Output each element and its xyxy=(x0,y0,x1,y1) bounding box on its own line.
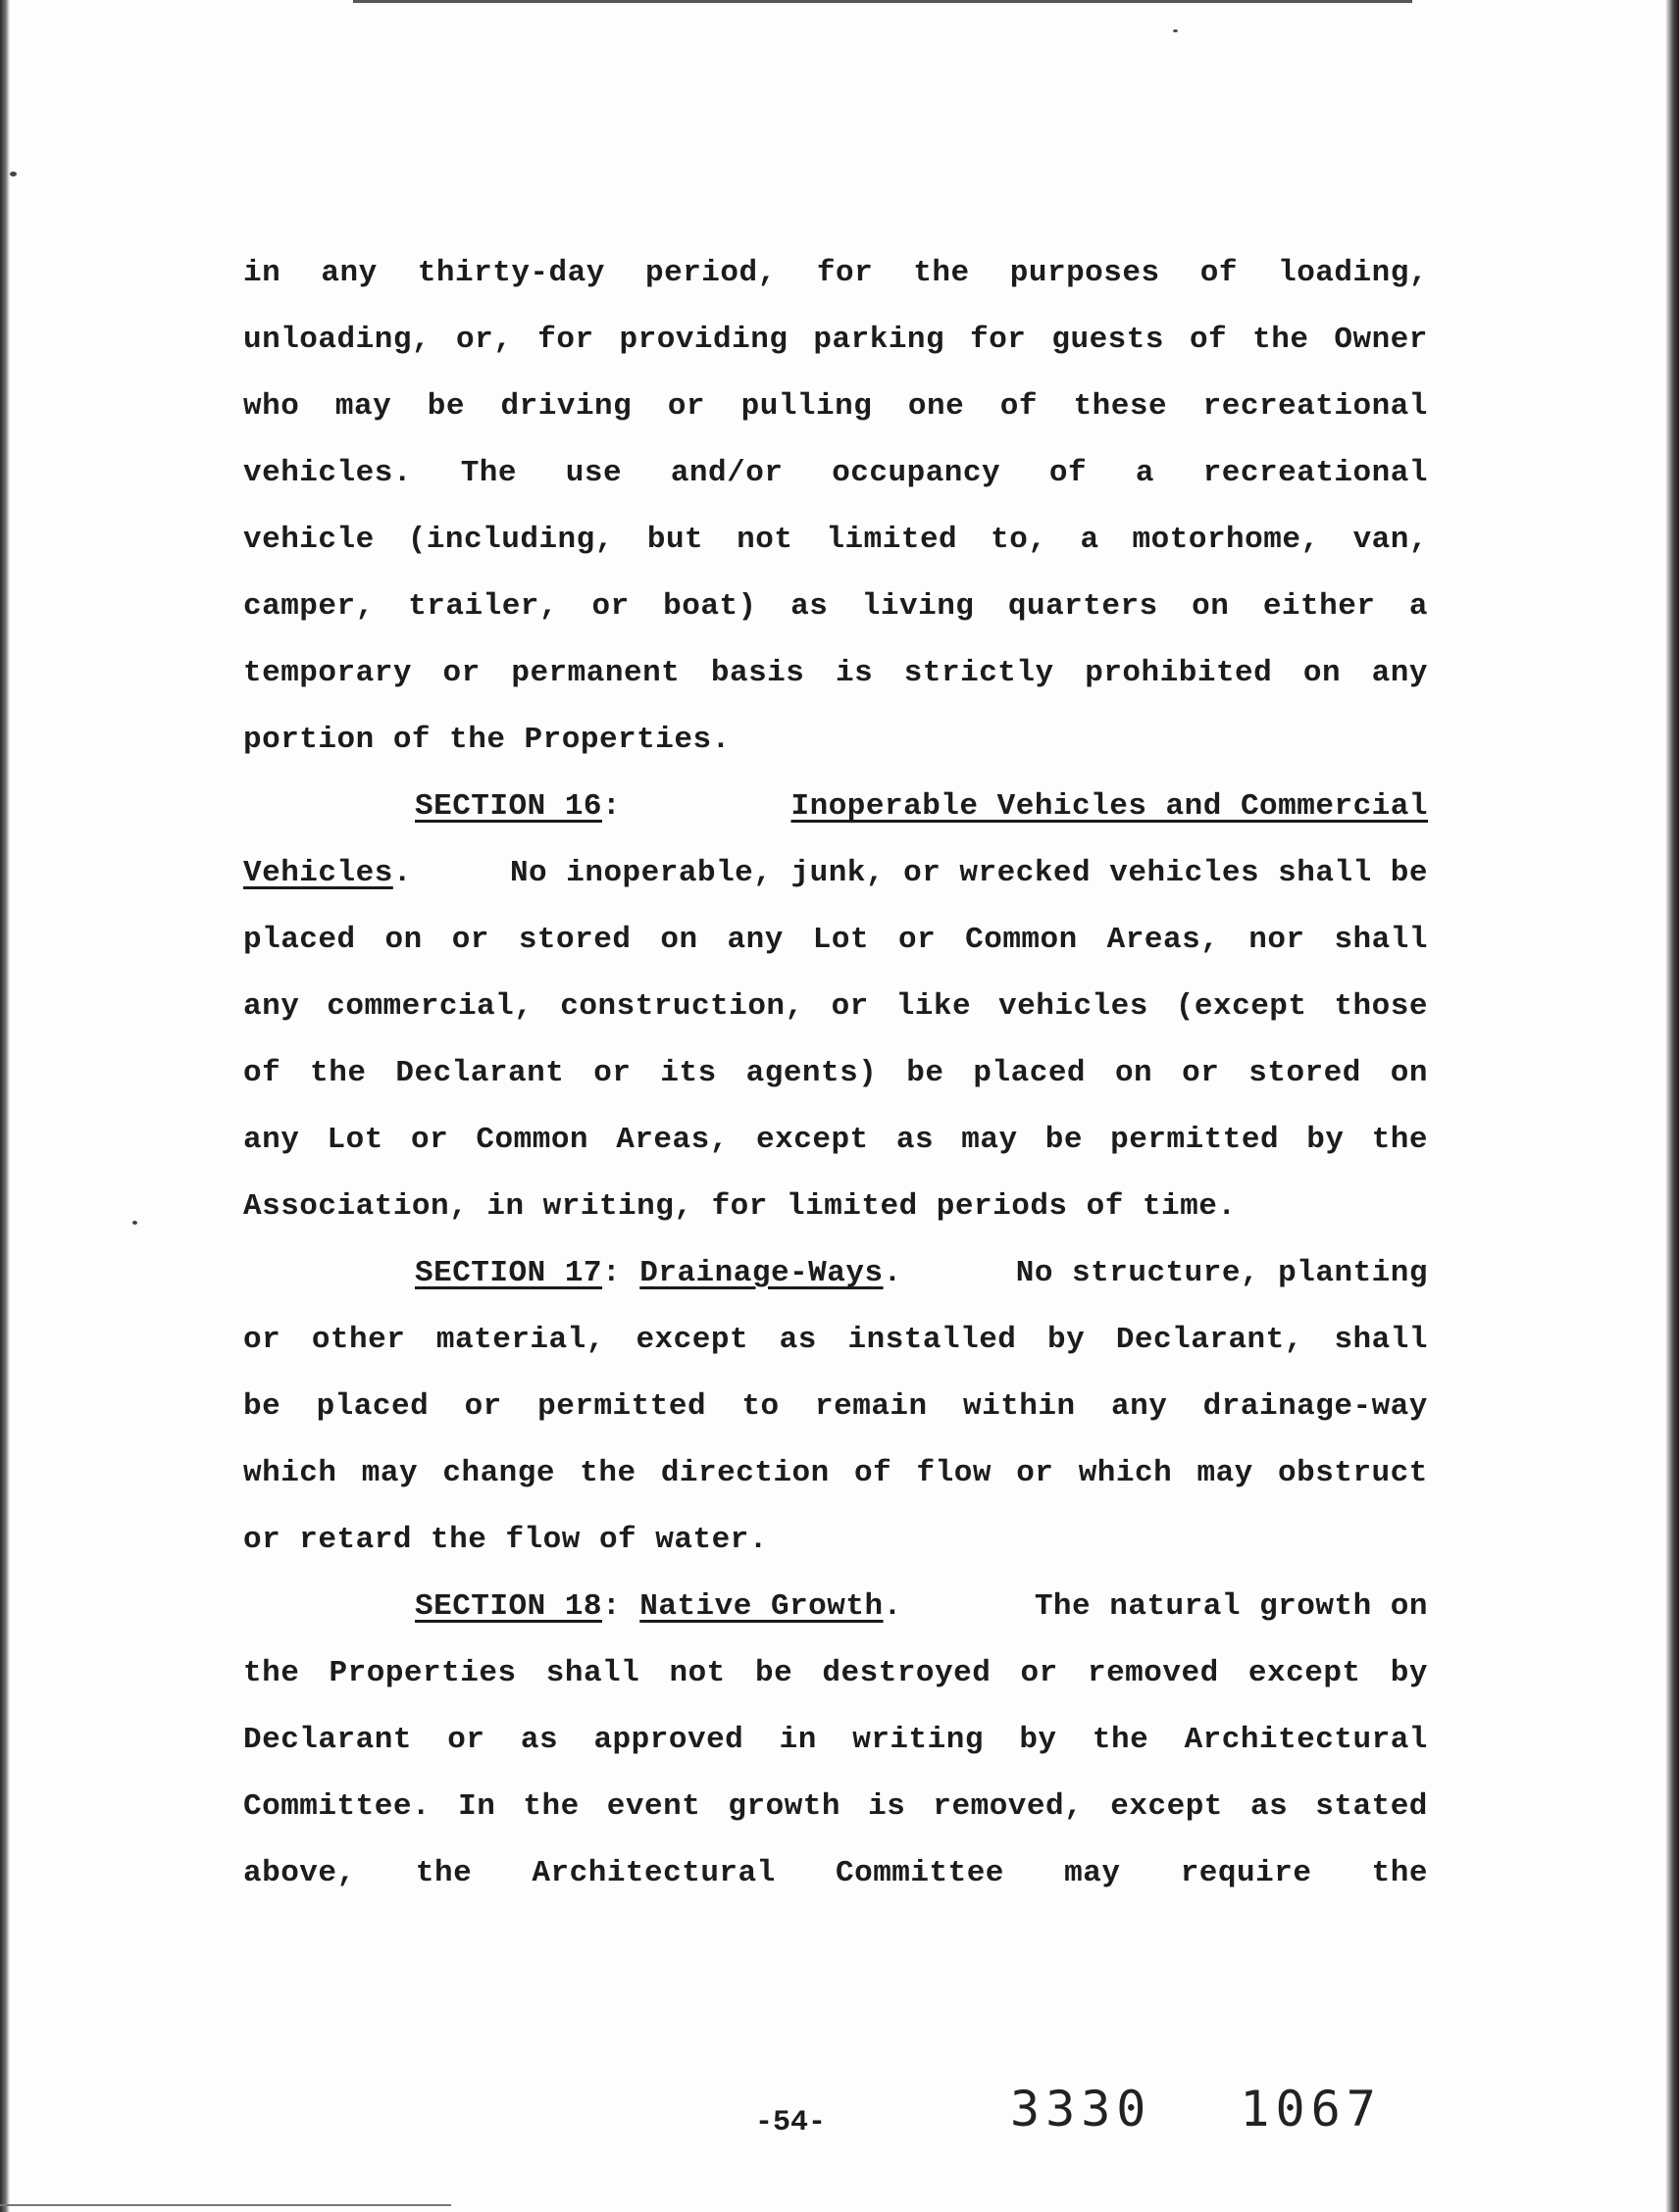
word: any xyxy=(1110,1389,1168,1424)
word: be xyxy=(427,389,465,424)
word: permitted xyxy=(1110,1123,1280,1157)
page-number: -54- xyxy=(755,2106,827,2139)
text-line xyxy=(243,307,1428,374)
scan-edge-left xyxy=(0,0,10,2212)
word: either xyxy=(1262,589,1376,624)
word: Lot xyxy=(812,923,870,957)
word: Areas, xyxy=(616,1123,729,1157)
word: of xyxy=(854,1456,892,1490)
word: permitted xyxy=(537,1389,707,1424)
word: or xyxy=(667,389,706,424)
word: thirty-day xyxy=(417,256,605,290)
word: event xyxy=(606,1789,701,1824)
section-16-label-group: SECTION 16: xyxy=(415,789,622,824)
word: for xyxy=(970,323,1027,357)
word: of xyxy=(1189,323,1228,357)
text-line-content: Association, in writing, for limited periods of time. xyxy=(243,1189,1237,1224)
word: purposes xyxy=(1009,256,1160,290)
word: of xyxy=(243,1056,281,1090)
word: growth xyxy=(728,1789,841,1824)
section-17-heading-line xyxy=(243,1240,1428,1307)
word: on xyxy=(660,923,698,957)
section-18-heading: Native Growth xyxy=(639,1589,884,1624)
text-line xyxy=(243,1774,1428,1840)
word: the xyxy=(1252,323,1309,357)
word: remain xyxy=(815,1389,928,1424)
stamp-book-number: 3330 xyxy=(1010,2081,1152,2137)
word: Common xyxy=(476,1123,589,1157)
text-line xyxy=(243,1507,1428,1574)
word: except xyxy=(636,1323,749,1357)
word: be xyxy=(906,1056,944,1090)
word: may xyxy=(334,389,392,424)
text-line xyxy=(243,707,1428,774)
word: placed xyxy=(973,1056,1087,1090)
word: may xyxy=(1196,1456,1253,1490)
text-line xyxy=(243,907,1428,974)
word: the xyxy=(913,256,970,290)
word: occupancy xyxy=(832,456,1001,490)
text-line xyxy=(243,574,1428,640)
word: or xyxy=(464,1389,502,1424)
section-17-heading: Drainage-Ways xyxy=(639,1256,884,1290)
word: is xyxy=(835,656,874,690)
word: direction xyxy=(660,1456,830,1490)
word: or xyxy=(591,589,630,624)
word: agents) xyxy=(745,1056,878,1090)
word: the xyxy=(310,1056,367,1090)
word: these xyxy=(1073,389,1168,424)
word: or xyxy=(411,1123,449,1157)
section-16-heading-cont: Vehicles xyxy=(243,856,393,890)
word: be xyxy=(754,1656,793,1690)
word: other xyxy=(311,1323,406,1357)
word: or xyxy=(897,923,937,957)
word: driving xyxy=(500,389,633,424)
text-line-content: No structure, planting xyxy=(1015,1256,1428,1290)
text-line-content: or retard the flow of water. xyxy=(243,1523,768,1557)
word: obstruct xyxy=(1278,1456,1428,1490)
word: any xyxy=(727,923,784,957)
word: or xyxy=(447,1723,485,1757)
word: of xyxy=(1048,456,1088,490)
word: stored xyxy=(1248,1056,1361,1090)
word: may xyxy=(361,1456,419,1490)
word: motorhome, xyxy=(1132,523,1320,557)
word: as xyxy=(520,1723,559,1757)
word: any xyxy=(243,1123,300,1157)
word: temporary xyxy=(243,656,412,690)
word: or xyxy=(1016,1456,1054,1490)
scan-edge-right xyxy=(1665,0,1679,2212)
word: the xyxy=(1092,1723,1149,1757)
scan-edge-bottom xyxy=(0,2204,451,2206)
word: pulling xyxy=(740,389,873,424)
word: permanent xyxy=(511,656,681,690)
word: stated xyxy=(1315,1789,1428,1824)
word: van, xyxy=(1352,523,1428,557)
word: as xyxy=(779,1323,817,1357)
word: or xyxy=(243,1323,281,1357)
word: stored xyxy=(518,923,632,957)
word: trailer, xyxy=(408,589,559,624)
word: Declarant, xyxy=(1115,1323,1303,1357)
word: but xyxy=(646,523,704,557)
text-line xyxy=(243,1107,1428,1174)
word: like xyxy=(895,989,972,1024)
word: parking xyxy=(813,323,945,357)
word: strictly xyxy=(903,656,1054,690)
word: and/or xyxy=(670,456,784,490)
word: may xyxy=(1064,1856,1121,1890)
stamp-page-number: 1067 xyxy=(1240,2081,1382,2137)
word: not xyxy=(669,1656,726,1690)
word: the xyxy=(580,1456,636,1490)
word: The xyxy=(460,456,517,490)
word: commercial, xyxy=(327,989,534,1024)
text-line-content: The natural growth on xyxy=(1034,1589,1428,1624)
word: shall xyxy=(545,1656,640,1690)
section-17-label-group: SECTION 17: Drainage-Ways. xyxy=(415,1256,902,1290)
word: quarters xyxy=(1007,589,1158,624)
word: above, xyxy=(243,1856,356,1890)
word: is xyxy=(868,1789,906,1824)
section-18-heading-line xyxy=(243,1574,1428,1640)
word: on xyxy=(1192,589,1230,624)
word: Committee. xyxy=(243,1789,432,1824)
word: or xyxy=(1020,1656,1058,1690)
word: construction, xyxy=(560,989,804,1024)
word: of xyxy=(1199,256,1238,290)
word: those xyxy=(1334,989,1428,1024)
section-16-heading: Inoperable Vehicles and Commercial xyxy=(790,789,1428,824)
word: vehicles. xyxy=(243,456,412,490)
word: any xyxy=(321,256,378,290)
word: in xyxy=(779,1723,817,1757)
text-line xyxy=(243,1640,1428,1707)
text-line xyxy=(243,1707,1428,1774)
word: the xyxy=(415,1856,473,1890)
word: except xyxy=(1247,1656,1361,1690)
word: placed xyxy=(243,923,356,957)
word: nor xyxy=(1248,923,1305,957)
word: the xyxy=(1371,1123,1428,1157)
word: by xyxy=(1306,1123,1345,1157)
word: as xyxy=(895,1123,935,1157)
word: in xyxy=(243,256,281,290)
word: unloading, xyxy=(243,323,432,357)
word: Properties xyxy=(329,1656,517,1690)
word: which xyxy=(243,1456,337,1490)
word: boat) xyxy=(663,589,757,624)
word: Committee xyxy=(835,1856,1004,1890)
word: any xyxy=(1371,656,1428,690)
text-line xyxy=(243,1440,1428,1507)
section-16-label: SECTION 16 xyxy=(415,789,603,824)
word: as xyxy=(790,589,829,624)
word: (except xyxy=(1175,989,1307,1024)
word: or xyxy=(593,1056,632,1090)
text-line-content: No inoperable, junk, or wrecked vehicles shall be xyxy=(509,856,1428,890)
section-18-label: SECTION 18 xyxy=(415,1589,603,1624)
word: Declarant xyxy=(395,1056,565,1090)
word: Architectural xyxy=(1184,1723,1428,1757)
word: within xyxy=(963,1389,1076,1424)
word: a xyxy=(1080,523,1099,557)
word: the xyxy=(1371,1856,1428,1890)
word: Areas, xyxy=(1106,923,1220,957)
word: the xyxy=(243,1656,300,1690)
word: Architectural xyxy=(532,1856,776,1890)
word: by xyxy=(1047,1323,1086,1357)
scan-edge-top xyxy=(353,0,1412,3)
word: shall xyxy=(1334,923,1428,957)
text-line xyxy=(243,507,1428,574)
word: on xyxy=(1302,656,1342,690)
text-line xyxy=(243,374,1428,440)
text-line xyxy=(243,840,1428,907)
word: approved xyxy=(593,1723,744,1757)
word: shall xyxy=(1334,1323,1428,1357)
word: drainage-way xyxy=(1202,1389,1428,1424)
word: or xyxy=(1182,1056,1220,1090)
word: or, xyxy=(455,323,513,357)
word: flow xyxy=(916,1456,992,1490)
word: or xyxy=(451,923,489,957)
word: a xyxy=(1408,589,1428,624)
word: may xyxy=(961,1123,1018,1157)
word: except xyxy=(1110,1789,1223,1824)
word: installed xyxy=(847,1323,1017,1357)
word: the xyxy=(523,1789,580,1824)
word: on xyxy=(384,923,423,957)
word: limited xyxy=(826,523,958,557)
document-body xyxy=(243,240,1428,1907)
word: Declarant xyxy=(243,1723,412,1757)
word: on xyxy=(1114,1056,1153,1090)
text-line xyxy=(243,1174,1428,1240)
word: placed xyxy=(316,1389,430,1424)
recording-stamp xyxy=(1010,2081,1382,2137)
text-line xyxy=(243,1374,1428,1440)
word: or xyxy=(442,656,481,690)
word: (including, xyxy=(407,523,614,557)
word: Common xyxy=(965,923,1078,957)
text-line xyxy=(243,240,1428,307)
text-line xyxy=(243,1307,1428,1374)
word: which xyxy=(1078,1456,1173,1490)
word: on xyxy=(1390,1056,1428,1090)
word: for xyxy=(537,323,594,357)
word: basis xyxy=(710,656,805,690)
word: any xyxy=(243,989,300,1024)
word: recreational xyxy=(1202,389,1428,424)
word: require xyxy=(1180,1856,1312,1890)
section-18-label-group: SECTION 18: Native Growth. xyxy=(415,1589,902,1624)
word: providing xyxy=(619,323,789,357)
text-line xyxy=(243,1840,1428,1907)
text-line xyxy=(243,640,1428,707)
word: loading, xyxy=(1278,256,1428,290)
section-17-label: SECTION 17 xyxy=(415,1256,603,1290)
word: removed, xyxy=(933,1789,1084,1824)
word: except xyxy=(756,1123,869,1157)
word: who xyxy=(243,389,300,424)
word: guests xyxy=(1051,323,1164,357)
word: use xyxy=(565,456,623,490)
text-line xyxy=(243,1040,1428,1107)
word: of xyxy=(999,389,1038,424)
word: In xyxy=(458,1789,496,1824)
word: by xyxy=(1019,1723,1057,1757)
word: not xyxy=(737,523,793,557)
word: recreational xyxy=(1202,456,1428,490)
word: vehicles xyxy=(998,989,1148,1024)
word: vehicle xyxy=(243,523,375,557)
word: living xyxy=(861,589,975,624)
text-line xyxy=(243,440,1428,507)
word: its xyxy=(660,1056,717,1090)
text-line-content: portion of the Properties. xyxy=(243,723,731,757)
word: to xyxy=(741,1389,780,1424)
word: for xyxy=(816,256,874,290)
scan-speck xyxy=(132,1221,137,1225)
word: Owner xyxy=(1334,323,1428,357)
word: destroyed xyxy=(822,1656,992,1690)
scan-speck xyxy=(10,172,17,176)
word: a xyxy=(1135,456,1154,490)
word: be xyxy=(243,1389,281,1424)
scan-speck xyxy=(1173,29,1178,32)
word: prohibited xyxy=(1085,656,1273,690)
text-line xyxy=(243,974,1428,1040)
word: writing xyxy=(852,1723,984,1757)
word: removed xyxy=(1087,1656,1219,1690)
word: change xyxy=(442,1456,555,1490)
word: be xyxy=(1044,1123,1083,1157)
word: as xyxy=(1250,1789,1289,1824)
word: material, xyxy=(435,1323,605,1357)
word: to, xyxy=(991,523,1047,557)
word: or xyxy=(831,989,869,1024)
word: by xyxy=(1390,1656,1428,1690)
word: Lot xyxy=(327,1123,383,1157)
section-16-heading-line xyxy=(243,774,1428,840)
word: period, xyxy=(644,256,777,290)
word: camper, xyxy=(243,589,375,624)
section-16-heading-cont-group: Vehicles. xyxy=(243,856,412,890)
word: one xyxy=(907,389,965,424)
